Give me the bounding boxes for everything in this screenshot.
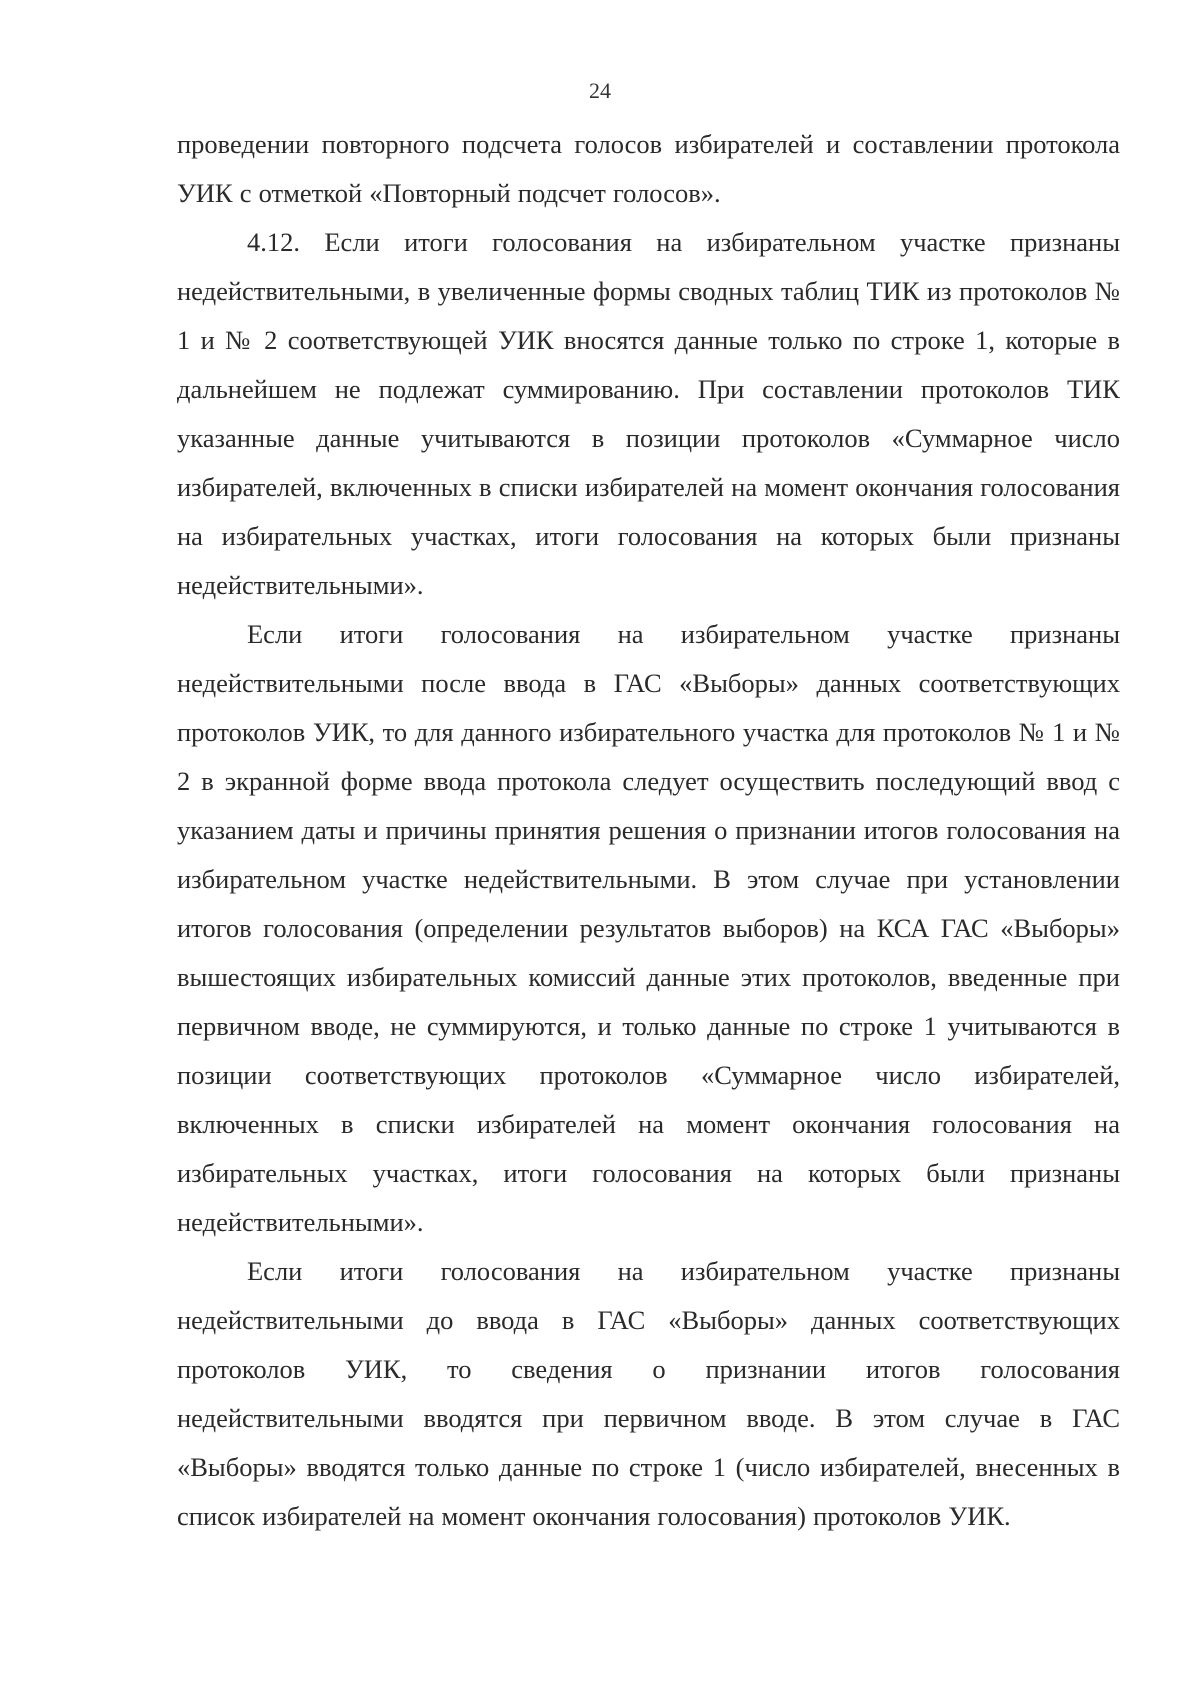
document-body xyxy=(177,120,1120,1541)
paragraph-continuation: проведении повторного подсчета голосов избирателей и составлении протокола УИК с отметкой «Повторный подсчет голосов». xyxy=(177,129,1120,208)
paragraph-invalid-before-input: Если итоги голосования на избирательном участке признаны недействительными до ввода в ГАС «Выборы» данных соответствующих протоколов УИК, то сведения о признании итогов голосования недействительными вводятся при первичном вводе. В этом случае в ГАС «Выборы» вводятся только данные по строке 1 (число избирателей, внесенных в список избирателей на момент окончания голосования) протоколов УИК. xyxy=(177,1256,1120,1531)
paragraph-section-4-12: 4.12. Если итоги голосования на избирательном участке признаны недействительными, в увеличенные формы сводных таблиц ТИК из протоколов № 1 и № 2 соответствующей УИК вносятся данные только по строке 1, которые в дальнейшем не подлежат суммированию. При составлении протоколов ТИК указанные данные учитываются в позиции протоколов «Суммарное число избирателей, включенных в списки избирателей на момент окончания голосования на избирательных участках, итоги голосования на которых были признаны недействительными». xyxy=(177,227,1120,600)
paragraph-invalid-after-input: Если итоги голосования на избирательном участке признаны недействительными после ввода в ГАС «Выборы» данных соответствующих протоколов УИК, то для данного избирательного участка для протоколов № 1 и № 2 в экранной форме ввода протокола следует осуществить последующий ввод с указанием даты и причины принятия решения о признании итогов голосования на избирательном участке недействительными. В этом случае при установлении итогов голосования (определении результатов выборов) на КСА ГАС «Выборы» вышестоящих избирательных комиссий данные этих протоколов, введенные при первичном вводе, не суммируются, и только данные по строке 1 учитываются в позиции соответствующих протоколов «Суммарное число избирателей, включенных в списки избирателей на момент окончания голосования на избирательных участках, итоги голосования на которых были признаны недействительными». xyxy=(177,619,1120,1237)
page-number: 24 xyxy=(589,78,611,103)
